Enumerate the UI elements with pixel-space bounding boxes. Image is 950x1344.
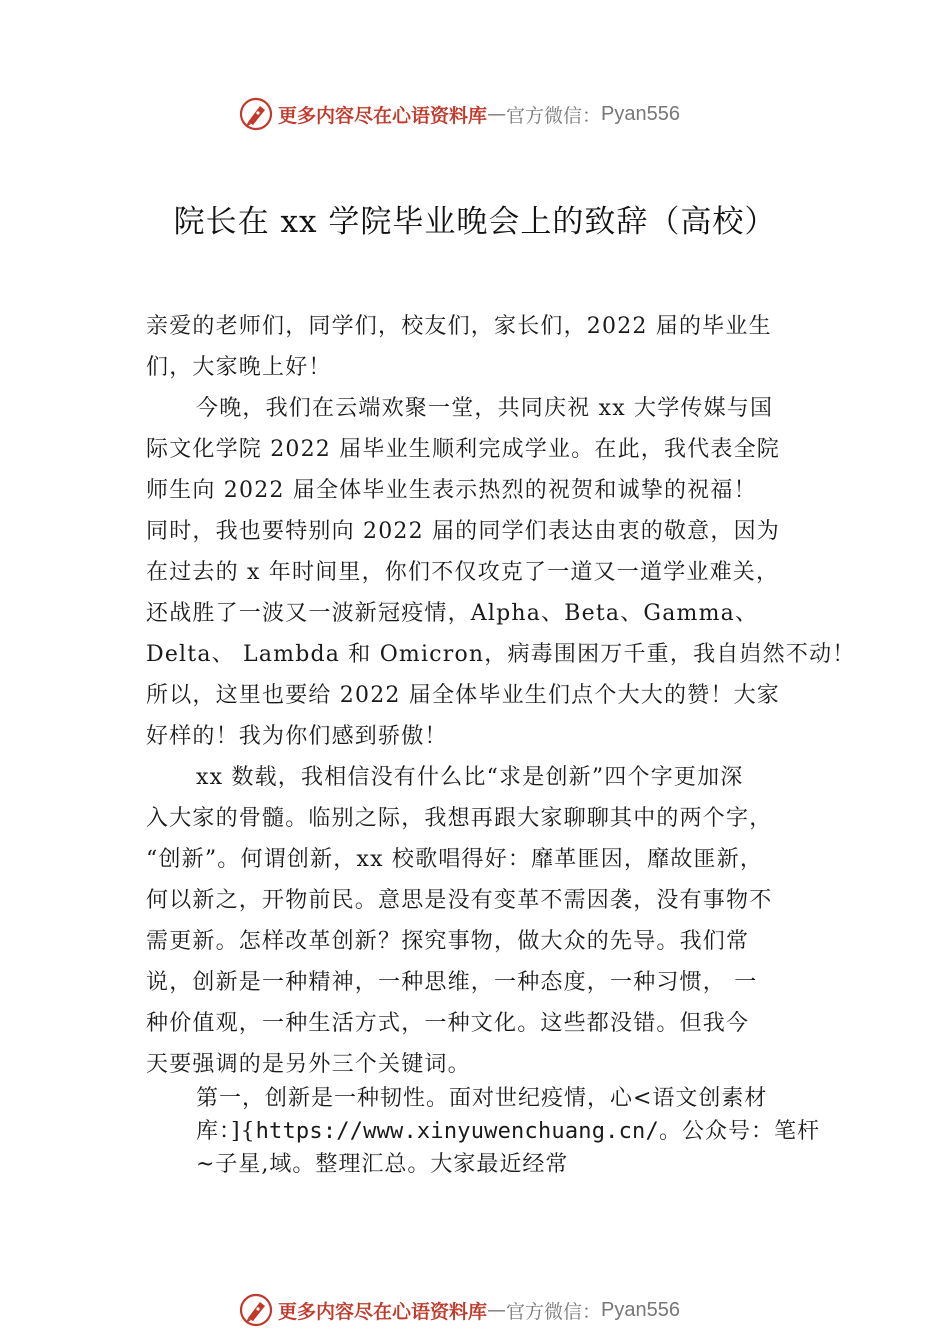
body-line: 同时，我也要特别向 2022 届的同学们表达由衷的敬意，因为 (146, 519, 780, 544)
footer-watermark (238, 1290, 680, 1330)
watermark-label: 官方微信： (506, 1300, 602, 1323)
body-line: 际文化学院 2022 届毕业生顺利完成学业。在此，我代表全院 (146, 437, 780, 462)
pen-nib-logo-icon (238, 1292, 274, 1328)
body-line: 还战胜了一波又一波新冠疫情，Alpha、Beta、Gamma、 (146, 601, 759, 626)
watermark-wechat-id: Pyan556 (601, 1298, 680, 1321)
body-line: “创新”。何谓创新，xx 校歌唱得好：靡革匪因，靡故匪新， (146, 847, 764, 872)
tail-line-with-link (196, 1115, 836, 1148)
body-line: 需更新。怎样改革创新？探究事物，做大众的先导。我们常 (146, 929, 750, 954)
watermark-brand-text: 更多内容尽在心语资料库 (278, 1300, 488, 1323)
body-line: 入大家的骨髓。临别之际，我想再跟大家聊聊其中的两个字， (146, 806, 773, 831)
body-line: 何以新之，开物前民。意思是没有变革不需因袭，没有事物不 (146, 888, 773, 913)
body-line: 今晚，我们在云端欢聚一堂，共同庆祝 xx 大学传媒与国 (196, 396, 774, 421)
body-line: 所以，这里也要给 2022 届全体毕业生们点个大大的赞！大家 (146, 683, 780, 708)
document-body (146, 306, 856, 1085)
watermark-wechat-id: Pyan556 (601, 102, 680, 125)
watermark-separator: — (487, 103, 507, 125)
tail-line: 第一，创新是一种韧性。面对世纪疫情，心<语文创素材 (196, 1086, 768, 1111)
watermark-separator: — (487, 1299, 507, 1321)
header-watermark (238, 94, 680, 134)
body-line: 种价值观，一种生活方式，一种文化。这些都没错。但我今 (146, 1011, 750, 1036)
body-line: 在过去的 x 年时间里，你们不仅攻克了一道又一道学业难关， (146, 560, 780, 585)
watermark-brand-text: 更多内容尽在心语资料库 (278, 104, 488, 127)
tail-suffix: 。公众号：笔杆 (658, 1119, 820, 1144)
body-line: 天要强调的是另外三个关键词。 (146, 1052, 471, 1077)
body-line: Delta、 Lambda 和 Omicron，病毒围困万千重，我自岿然不动！ (146, 642, 856, 667)
document-title: 院长在 xx 学院毕业晚会上的致辞（高校） (173, 204, 777, 240)
pen-nib-logo-icon (238, 96, 274, 132)
body-line: 亲爱的老师们，同学们，校友们，家长们，2022 届的毕业生 (146, 314, 772, 339)
body-line: 们，大家晚上好！ (146, 355, 332, 380)
body-line: 好样的！我为你们感到骄傲！ (146, 724, 448, 749)
tail-prefix: 库：]{ (196, 1119, 256, 1144)
source-url-link[interactable]: https://www.xinyuwenchuang.cn/ (255, 1119, 659, 1144)
document-tail (196, 1082, 836, 1181)
tail-line: ~子星,域。整理汇总。大家最近经常 (196, 1152, 569, 1177)
body-line: xx 数载，我相信没有什么比“求是创新”四个字更加深 (196, 765, 744, 790)
watermark-label: 官方微信： (506, 104, 602, 127)
body-line: 说，创新是一种精神，一种思维，一种态度，一种习惯， 一 (146, 970, 758, 995)
body-line: 师生向 2022 届全体毕业生表示热烈的祝贺和诚挚的祝福！ (146, 478, 757, 503)
